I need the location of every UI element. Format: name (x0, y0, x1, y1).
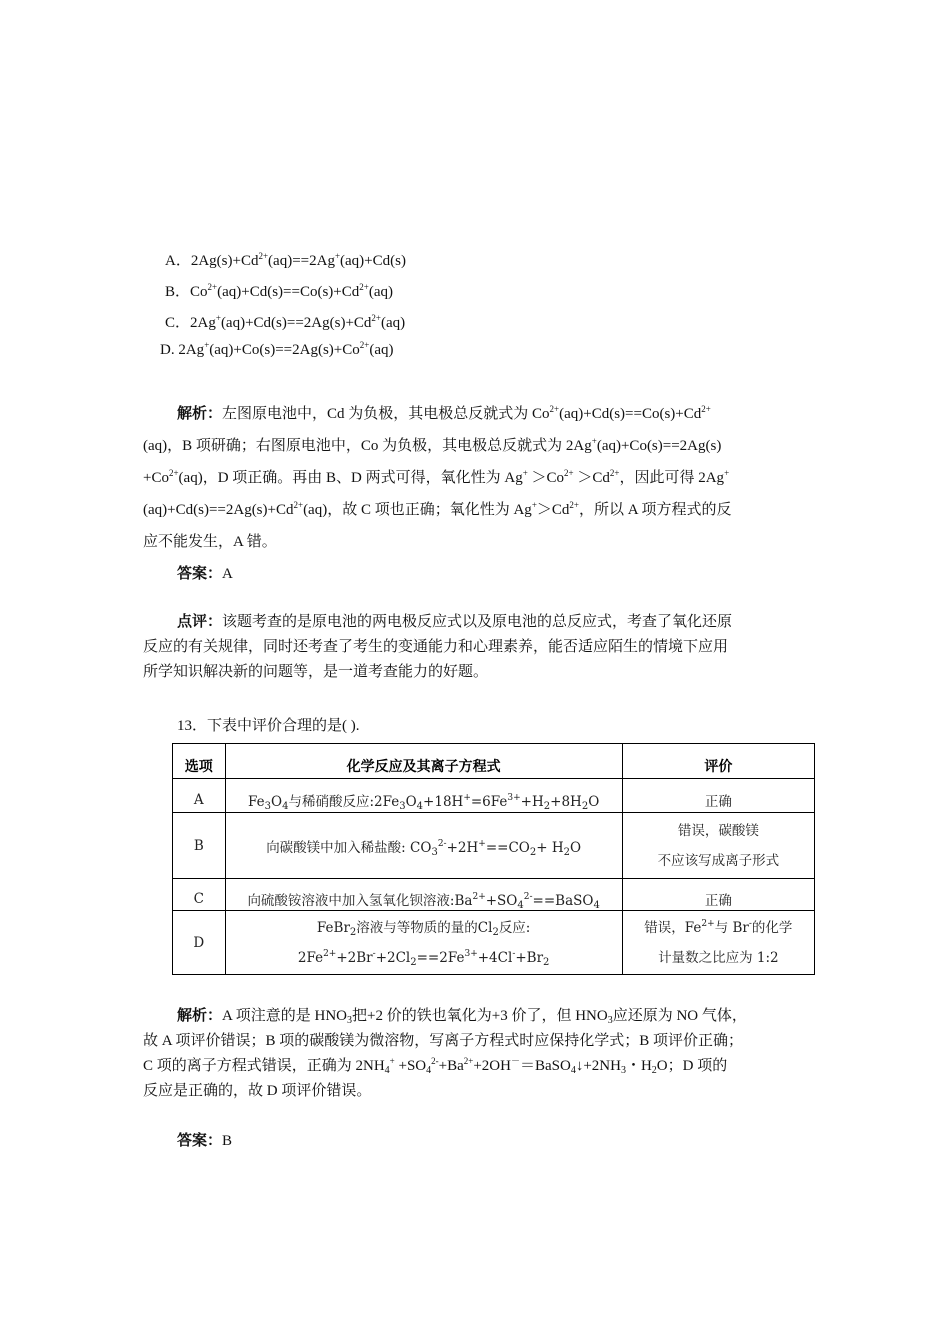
subscript: 3 (399, 800, 406, 812)
option-cell: A (173, 779, 226, 813)
text: Fe (248, 793, 265, 810)
text: +2OH (473, 1058, 511, 1074)
text: C 项的离子方程式错误，正确为 2NH (143, 1058, 385, 1074)
text: ＞Cd (573, 470, 610, 486)
text: ==CO (485, 839, 530, 856)
superscript: 2+ (323, 948, 337, 959)
text: +2Br (336, 949, 373, 966)
option-label: C． (165, 315, 191, 331)
text: 应还原为 NO 气体， (612, 1008, 747, 1024)
option-cell: B (173, 813, 226, 879)
text: 反应是正确的，故 D 项评价错误。 (143, 1083, 372, 1099)
comment-line1 (177, 610, 732, 631)
text: +H (520, 793, 544, 810)
text: ，因此可得 2Ag (619, 470, 725, 486)
text: +18H (423, 793, 464, 810)
question-text: 下表中评价合理的是( ). (207, 718, 360, 734)
table-row (173, 911, 815, 975)
text: 应不能发生，A 错。 (143, 534, 277, 550)
comment-label: 点评： (177, 614, 223, 630)
evaluation-line (623, 913, 814, 943)
text: 与 Br (714, 919, 749, 936)
analysis1-line1 (177, 402, 711, 423)
text: 故 A 项评价错误；B 项的碳酸镁为微溶物，写离子方程式时应保持化学式；B 项评价正确； (143, 1033, 744, 1049)
subscript: 3 (431, 846, 438, 858)
text: 不应该写成离子形式 (657, 852, 780, 869)
subscript: 2 (492, 926, 499, 938)
text: 向碳酸镁中加入稀盐酸: CO (266, 839, 432, 856)
option-text: (aq)==2Ag (268, 253, 335, 269)
text: O (588, 793, 600, 810)
text: ，所以 A 项方程式的反 (578, 502, 732, 518)
reaction-cell (225, 879, 622, 911)
option-text: (aq) (368, 284, 393, 300)
text: 反应的有关规律，同时还考查了考生的变通能力和心理素养，能否适应陌生的情境下应用 (143, 639, 729, 655)
reaction-line (226, 913, 622, 943)
text: ＞Cd (536, 502, 570, 518)
subscript: 2 (563, 846, 570, 858)
text: O (405, 793, 417, 810)
superscript: 2+ (371, 313, 381, 323)
superscript: - (748, 918, 752, 929)
superscript: － (510, 1056, 520, 1066)
text: A 项注意的是 HNO (222, 1008, 348, 1024)
evaluation-cell (622, 911, 814, 975)
option-label: B． (165, 284, 191, 300)
option-text: 2Ag(s)+Cd (190, 253, 259, 269)
text: 左图原电池中，Cd 为负极，其电极总反就式为 Co (222, 406, 550, 422)
superscript: + (334, 251, 341, 261)
subscript: 2 (529, 846, 537, 858)
option-text: (aq)+Cd(s) (340, 253, 406, 269)
analysis1-line5 (143, 530, 277, 551)
superscript: + (522, 468, 528, 478)
reaction-line (226, 943, 622, 973)
subscript: 4 (384, 1065, 390, 1076)
analysis-label: 解析： (177, 1008, 223, 1024)
evaluation-line: 计量数之比应为 1:2 (658, 949, 779, 966)
superscript: + (204, 340, 210, 350)
superscript: 2- (437, 838, 447, 849)
subscript: 2 (543, 800, 551, 812)
evaluation-cell (622, 813, 814, 879)
header-evaluation: 评价 (622, 744, 814, 779)
option-text: (aq)+Cd(s)==Co(s)+Cd (217, 284, 360, 300)
subscript: 4 (517, 899, 524, 911)
text: +4Cl (477, 949, 513, 966)
subscript: 3 (347, 1015, 353, 1026)
comment-line3 (143, 660, 488, 681)
analysis-label: 解析： (177, 406, 223, 422)
comment-line2 (143, 635, 728, 656)
text: +Co (143, 470, 169, 486)
text: O (271, 793, 283, 810)
option-b (165, 280, 393, 301)
superscript: + (389, 1056, 395, 1066)
text: (aq)+Cd(s)==2Ag(s)+Cd (143, 502, 294, 518)
text: 错误，碳酸镁 (677, 822, 759, 839)
superscript: 3+ (507, 792, 521, 803)
table-row (173, 813, 815, 879)
subscript: 4 (593, 899, 600, 911)
text: 向硫酸铵溶液中加入氢氧化钡溶液:Ba (247, 892, 473, 909)
text: (aq)，B 项研确；右图原电池中，Co 为负极，其电极总反就式为 2Ag (143, 438, 592, 454)
superscript: 2+ (258, 251, 269, 261)
text: ・H (625, 1058, 652, 1074)
option-text: 2Ag (190, 315, 216, 331)
evaluation-table (172, 743, 815, 975)
text: 把+2 价的铁也氧化为+3 价了，但 HNO (352, 1008, 608, 1024)
superscript: 2+ (359, 340, 370, 350)
option-text: (aq)+Cd(s)==2Ag(s)+Cd (220, 315, 372, 331)
text: ＞Co (527, 470, 565, 486)
evaluation-cell: 正确 (622, 879, 814, 911)
superscript: + (724, 468, 730, 478)
superscript: 2+ (701, 404, 711, 414)
text: (aq)+Co(s)==2Ag(s) (596, 438, 722, 454)
text: O；D 项的 (656, 1058, 728, 1074)
superscript: 2+ (168, 468, 179, 478)
text: + H (536, 839, 564, 856)
superscript: 2+ (472, 891, 486, 902)
subscript: 3 (620, 1065, 626, 1076)
answer1 (177, 562, 233, 583)
superscript: 2+ (463, 1056, 474, 1066)
superscript: 2+ (359, 282, 369, 292)
option-cell: D (173, 911, 226, 975)
subscript: 4 (416, 800, 424, 812)
option-label: A． (165, 253, 191, 269)
table-header-row (173, 744, 815, 779)
superscript: + (215, 313, 221, 323)
table-row (173, 779, 815, 813)
question-13 (177, 714, 360, 735)
subscript: 4 (570, 1065, 576, 1076)
text: (aq)，故 C 项也正确；氧化性为 Ag (303, 502, 532, 518)
subscript: 2 (410, 956, 417, 968)
table-row (173, 879, 815, 911)
subscript: 4 (282, 800, 289, 812)
answer-value: B (222, 1133, 233, 1149)
answer-value: A (222, 566, 233, 582)
subscript: 2 (543, 956, 550, 968)
text: +2H (446, 839, 479, 856)
subscript: 2 (651, 1065, 657, 1076)
superscript: 3+ (464, 948, 478, 959)
text: +SO (394, 1058, 427, 1074)
text: +Ba (438, 1058, 464, 1074)
option-d (160, 342, 393, 359)
text: O (570, 839, 582, 856)
superscript: 2+ (549, 404, 560, 414)
header-reaction: 化学反应及其离子方程式 (225, 744, 622, 779)
analysis2-line1 (177, 1004, 747, 1025)
text: +SO (485, 892, 518, 909)
option-c (165, 311, 405, 332)
superscript: + (478, 838, 486, 849)
text: ＝BaSO (519, 1058, 571, 1074)
superscript: 2+ (207, 282, 218, 292)
subscript: 2 (581, 800, 589, 812)
subscript: 3 (264, 800, 271, 812)
text: +2Cl (375, 949, 411, 966)
text: ==BaSO (532, 892, 594, 909)
text: =6Fe (470, 793, 508, 810)
question-number: 13． (177, 718, 208, 734)
text: 与稀硝酸反应:2Fe (288, 793, 400, 810)
answer2 (177, 1129, 232, 1150)
subscript: 3 (607, 1015, 613, 1026)
answer-label: 答案： (177, 566, 223, 582)
text: 错误，Fe (644, 919, 702, 936)
option-a (165, 249, 406, 270)
superscript: - (372, 948, 376, 959)
text: ↓+2NH (575, 1058, 621, 1074)
analysis2-line4 (143, 1079, 371, 1100)
text: (aq)+Cd(s)==Co(s)+Cd (559, 406, 702, 422)
option-cell: C (173, 879, 226, 911)
subscript: 4 (426, 1065, 432, 1076)
text: (aq)，D 项正确。再由 B、D 两式可得，氧化性为 Ag (178, 470, 523, 486)
text: 的化学 (751, 919, 793, 936)
option-text: (aq) (381, 315, 406, 331)
text: 该题考查的是原电池的两电极反应式以及原电池的总反应式，考查了氧化还原 (222, 614, 733, 630)
superscript: 2+ (701, 918, 715, 929)
analysis1-line2 (143, 434, 721, 455)
option-label: D. (160, 342, 175, 358)
reaction-cell (225, 911, 622, 975)
analysis2-line2 (143, 1029, 743, 1050)
reaction-cell (225, 779, 622, 813)
text: 溶液与等物质的量的Cl (356, 919, 493, 936)
text: +Br (515, 949, 544, 966)
superscript: 2+ (564, 468, 574, 478)
answer-label: 答案： (177, 1133, 223, 1149)
superscript: 2+ (609, 468, 620, 478)
option-text: 2Ag (178, 342, 205, 358)
superscript: + (463, 792, 471, 803)
text: FeBr (316, 919, 350, 936)
superscript: + (591, 436, 597, 446)
superscript: 2+ (569, 500, 579, 510)
evaluation-cell: 正确 (622, 779, 814, 813)
analysis1-line4 (143, 498, 732, 519)
text: 反应: (498, 919, 531, 936)
option-text: Co (190, 284, 208, 300)
text: 2Fe (297, 949, 324, 966)
reaction-cell (225, 813, 622, 879)
header-option: 选项 (173, 744, 226, 779)
superscript: 2- (431, 1056, 439, 1066)
text: 所学知识解决新的问题等，是一道考查能力的好题。 (143, 664, 489, 680)
option-text: (aq)+Co(s)==2Ag(s)+Co (209, 342, 360, 358)
text: +8H (550, 793, 582, 810)
option-text: (aq) (369, 342, 394, 358)
superscript: + (531, 500, 537, 510)
analysis1-line3 (143, 466, 729, 487)
superscript: 2+ (293, 500, 304, 510)
superscript: - (512, 948, 516, 959)
text: ==2Fe (416, 949, 465, 966)
analysis2-line3 (143, 1054, 727, 1075)
superscript: 2- (523, 891, 533, 902)
subscript: 2 (349, 926, 357, 938)
